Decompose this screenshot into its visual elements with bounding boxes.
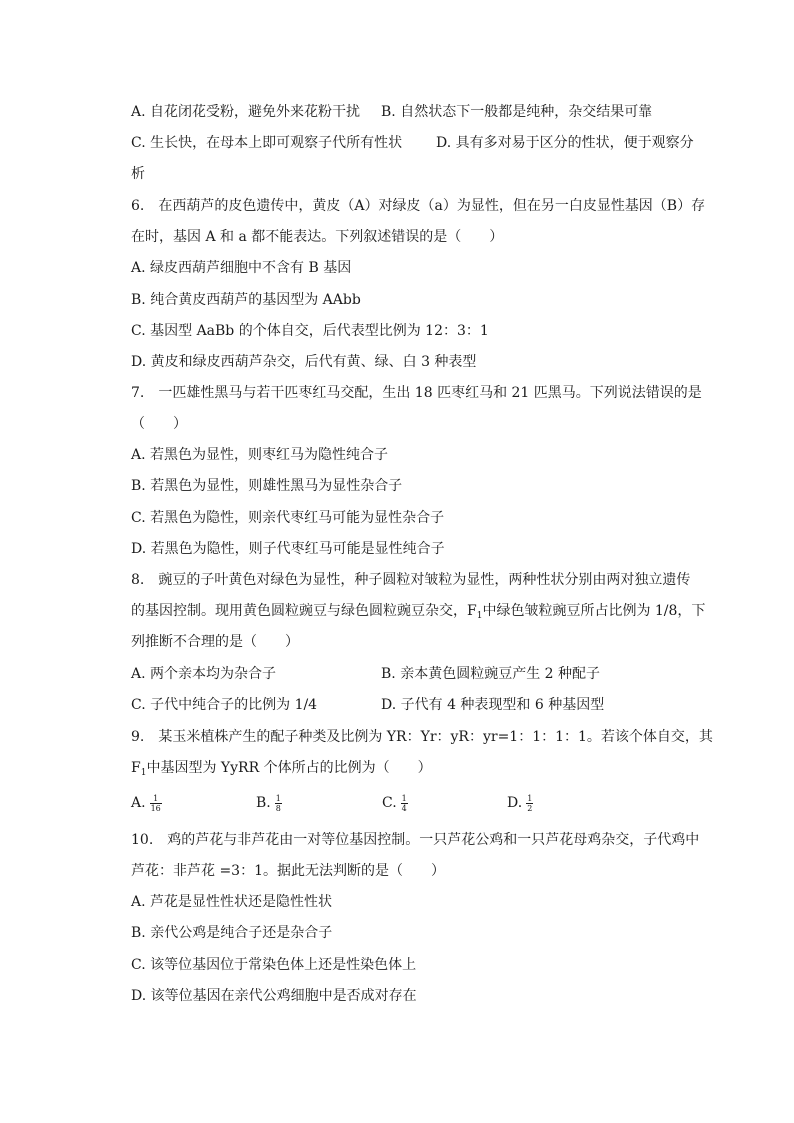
q9-option-b[interactable] <box>256 790 282 816</box>
q7-option-c[interactable]: C. 若黑色为隐性，则亲代枣红马可能为显性杂合子 <box>131 510 445 526</box>
q10-option-b[interactable]: B. 亲代公鸡是纯合子还是杂合子 <box>131 925 333 941</box>
q10-option-a[interactable]: A. 芦花是显性性状还是隐性性状 <box>131 894 333 910</box>
q8-stem-line1: 8. 豌豆的子叶黄色对绿色为显性，种子圆粒对皱粒为显性，两种性状分别由两对独立遗传 <box>131 572 691 588</box>
q10-option-d[interactable]: D. 该等位基因在亲代公鸡细胞中是否成对存在 <box>131 988 417 1004</box>
fraction-numerator: 1 <box>150 794 162 804</box>
q6-stem-line2: 在时，基因 A 和 a 都不能表达。下列叙述错误的是（ ） <box>131 229 504 245</box>
fraction-numerator: 1 <box>527 793 533 803</box>
q6-option-c[interactable]: C. 基因型 AaBb 的个体自交，后代表型比例为 12：3：1 <box>131 323 489 339</box>
fraction-numerator: 1 <box>275 793 281 803</box>
fraction-denominator: 4 <box>401 803 407 813</box>
q9-stem-line1: 9. 某玉米植株产生的配子种类及比例为 YR：Yr：yR：yr=1：1：1：1。若该个体自交，其 <box>131 729 713 745</box>
fraction-denominator: 16 <box>150 803 161 813</box>
q9-options-row <box>131 790 694 816</box>
q8-option-d[interactable]: D. 子代有 4 种表现型和 6 种基因型 <box>381 697 605 713</box>
q5-option-a[interactable]: A. 自花闭花受粉，避免外来花粉干扰 <box>131 104 361 120</box>
q6-option-b[interactable]: B. 纯合黄皮西葫芦的基因型为 AAbb <box>131 292 361 308</box>
q5-option-b[interactable]: B. 自然状态下一般都是纯种，杂交结果可靠 <box>381 104 653 120</box>
q6-option-a[interactable]: A. 绿皮西葫芦细胞中不含有 B 基因 <box>131 260 352 276</box>
q10-option-c[interactable]: C. 该等位基因位于常染色体上还是性染色体上 <box>131 957 417 973</box>
q9-option-a-label: A. <box>131 795 146 811</box>
q6-stem-line1: 6. 在西葫芦的皮色遗传中，黄皮（A）对绿皮（a）为显性，但在另一白皮显性基因（B）存 <box>131 198 706 214</box>
q9-option-a[interactable] <box>131 790 162 816</box>
q9-stem-line2-b: 中基因型为 YyRR 个体所占的比例为（ ） <box>146 760 432 776</box>
q7-option-d[interactable]: D. 若黑色为隐性，则子代枣红马可能是显性纯合子 <box>131 541 445 557</box>
q9-option-d[interactable] <box>507 790 533 816</box>
q5-option-d[interactable]: D. 具有多对易于区分的性状，便于观察分 <box>436 135 694 151</box>
q9-stem-line2 <box>131 757 694 779</box>
q8-stem-line2 <box>131 600 706 622</box>
q9-subscript: 1 <box>140 768 147 778</box>
q5-option-d-cont: 析 <box>131 166 145 182</box>
q8-option-b[interactable]: B. 亲本黄色圆粒豌豆产生 2 种配子 <box>381 666 600 682</box>
q9-option-c-fraction <box>401 794 408 813</box>
q8-row-cd <box>131 694 694 716</box>
q9-stem-line2-a: F <box>131 760 141 776</box>
q5-option-c[interactable]: C. 生长快，在母本上即可观察子代所有性状 <box>131 135 403 151</box>
q10-stem-line1: 10. 鸡的芦花与非芦花由一对等位基因控制。一只芦花公鸡和一只芦花母鸡杂交，子代鸡中 <box>131 832 700 848</box>
fraction-denominator: 2 <box>527 803 533 813</box>
q9-option-a-fraction <box>150 794 162 813</box>
q5-row-ab <box>131 101 694 123</box>
q8-stem-line2-b: 中绿色皱粒豌豆所占比例为 1/8，下 <box>482 603 706 619</box>
q7-stem-line2: （ ） <box>131 416 187 432</box>
q8-option-c[interactable]: C. 子代中纯合子的比例为 1/4 <box>131 697 318 713</box>
q8-stem-line2-a: 的基因控制。现用黄色圆粒豌豆与绿色圆粒豌豆杂交，F <box>131 603 477 619</box>
q9-option-d-fraction <box>526 794 533 813</box>
q9-option-b-label: B. <box>256 795 271 811</box>
fraction-numerator: 1 <box>401 793 407 803</box>
q7-option-a[interactable]: A. 若黑色为显性，则枣红马为隐性纯合子 <box>131 447 389 463</box>
q8-stem-line3: 列推断不合理的是（ ） <box>131 634 299 650</box>
q9-option-c[interactable] <box>382 790 408 816</box>
q5-row-cd <box>131 132 694 154</box>
q8-row-ab <box>131 663 694 685</box>
q9-option-d-label: D. <box>507 795 523 811</box>
q10-stem-line2: 芦花：非芦花 =3：1。据此无法判断的是（ ） <box>131 863 445 879</box>
q8-option-a[interactable]: A. 两个亲本均为杂合子 <box>131 666 277 682</box>
q6-option-d[interactable]: D. 黄皮和绿皮西葫芦杂交，后代有黄、绿、白 3 种表型 <box>131 354 477 370</box>
fraction-denominator: 8 <box>275 803 281 813</box>
q8-subscript: 1 <box>476 611 483 621</box>
q7-option-b[interactable]: B. 若黑色为显性，则雄性黑马为显性杂合子 <box>131 478 403 494</box>
q9-option-b-fraction <box>275 794 282 813</box>
q7-stem-line1: 7. 一匹雄性黑马与若干匹枣红马交配，生出 18 匹枣红马和 21 匹黑马。下列说法错误的是 <box>131 385 702 401</box>
q9-option-c-label: C. <box>382 795 397 811</box>
